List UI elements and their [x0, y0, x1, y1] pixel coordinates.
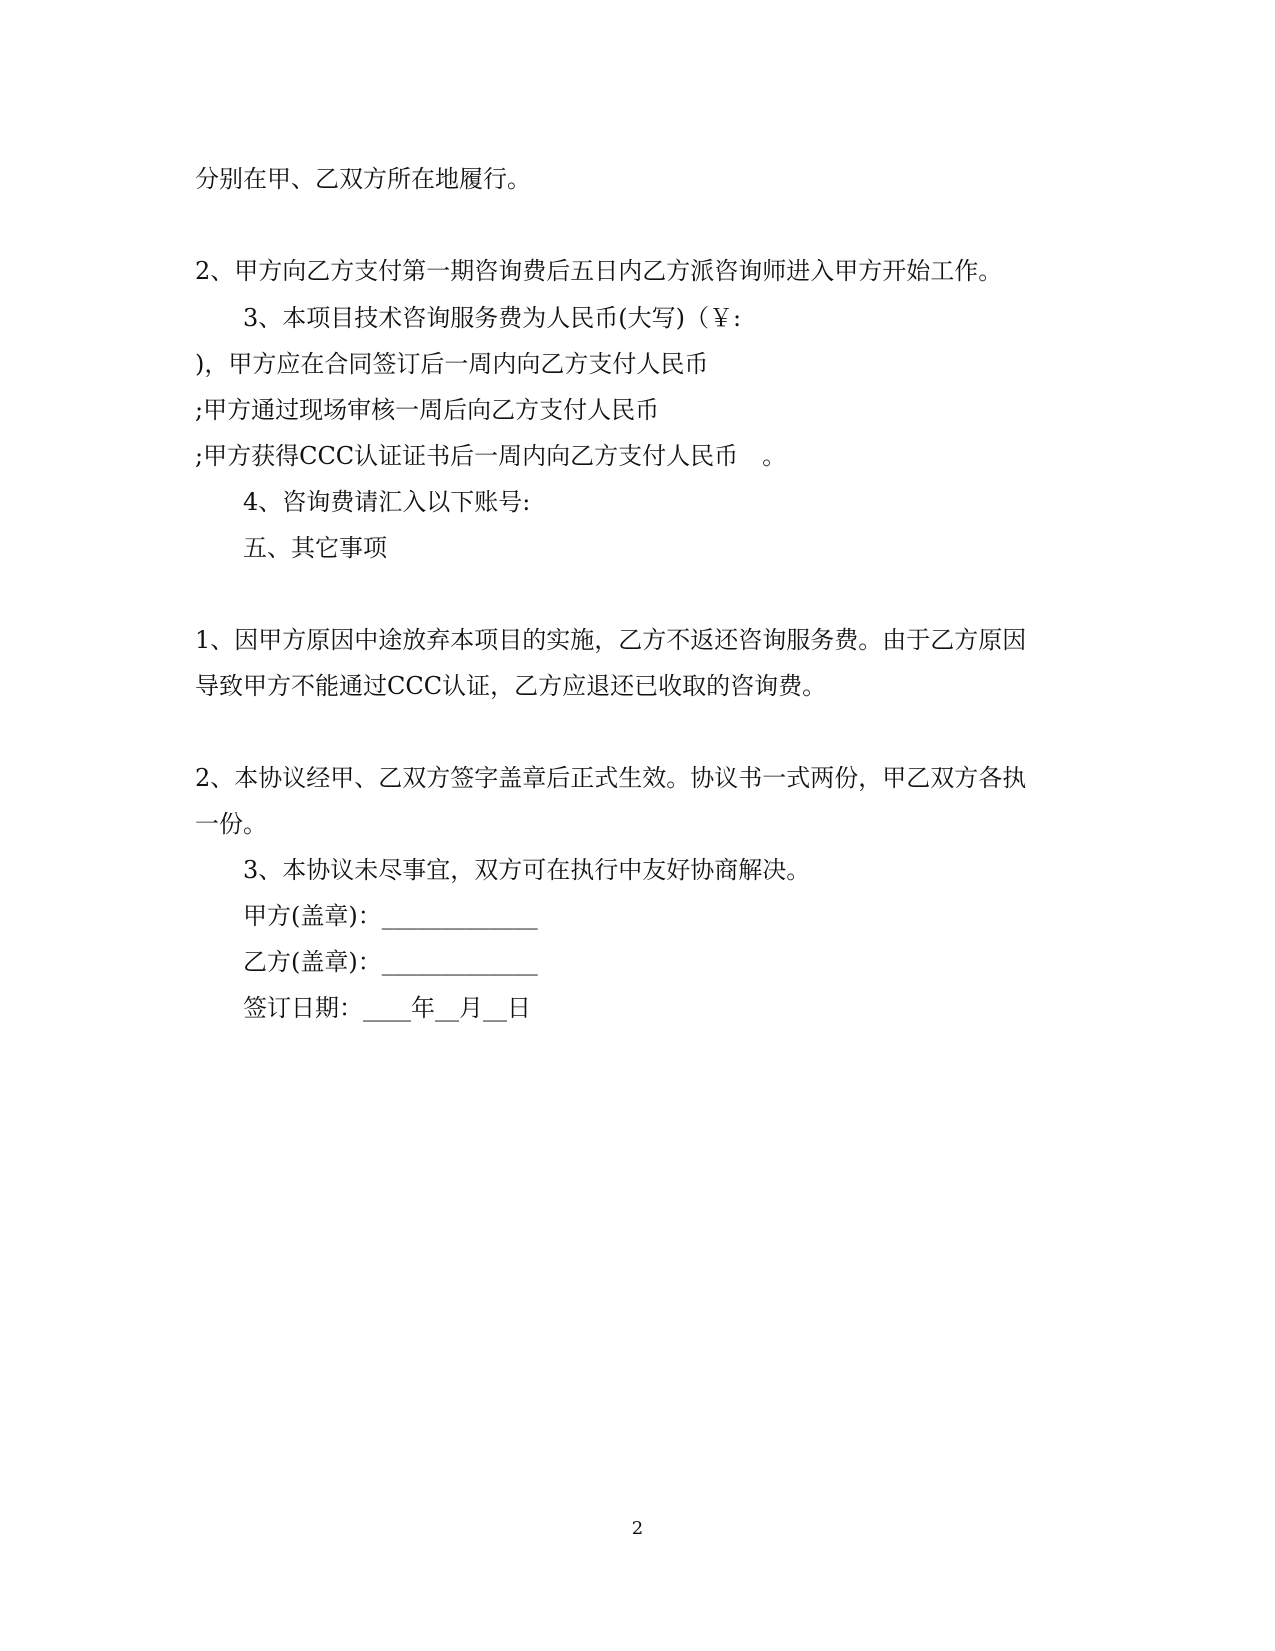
page-number: 2	[631, 1518, 644, 1539]
text-line: 一份。	[195, 810, 267, 838]
text-line: )，甲方应在合同签订后一周内向乙方支付人民币	[195, 350, 709, 378]
signature-line-party-a: 甲方(盖章)：_____________	[243, 902, 538, 930]
text-line: 3、本协议未尽事宜，双方可在执行中友好协商解决。	[243, 856, 811, 884]
text-line: 2、本协议经甲、乙双方签字盖章后正式生效。协议书一式两份，甲乙双方各执	[195, 764, 1027, 792]
text-line: 3、本项目技术咨询服务费为人民币(大写)（￥:	[243, 304, 742, 332]
text-line: 2、甲方向乙方支付第一期咨询费后五日内乙方派咨询师进入甲方开始工作。	[195, 257, 1003, 285]
text-line: ;甲方获得CCC认证证书后一周内向乙方支付人民币 。	[195, 442, 787, 470]
text-line: 1、因甲方原因中途放弃本项目的实施，乙方不返还咨询服务费。由于乙方原因	[195, 626, 1027, 654]
text-line: 导致甲方不能通过CCC认证，乙方应退还已收取的咨询费。	[195, 672, 827, 700]
text-line: 4、咨询费请汇入以下账号:	[243, 488, 531, 516]
text-line: ;甲方通过现场审核一周后向乙方支付人民币	[195, 396, 660, 424]
signing-date-line: 签订日期：____年__月__日	[243, 994, 531, 1022]
signature-line-party-b: 乙方(盖章)：_____________	[243, 948, 538, 976]
text-line: 分别在甲、乙双方所在地履行。	[195, 165, 531, 193]
section-heading: 五、其它事项	[243, 534, 387, 562]
